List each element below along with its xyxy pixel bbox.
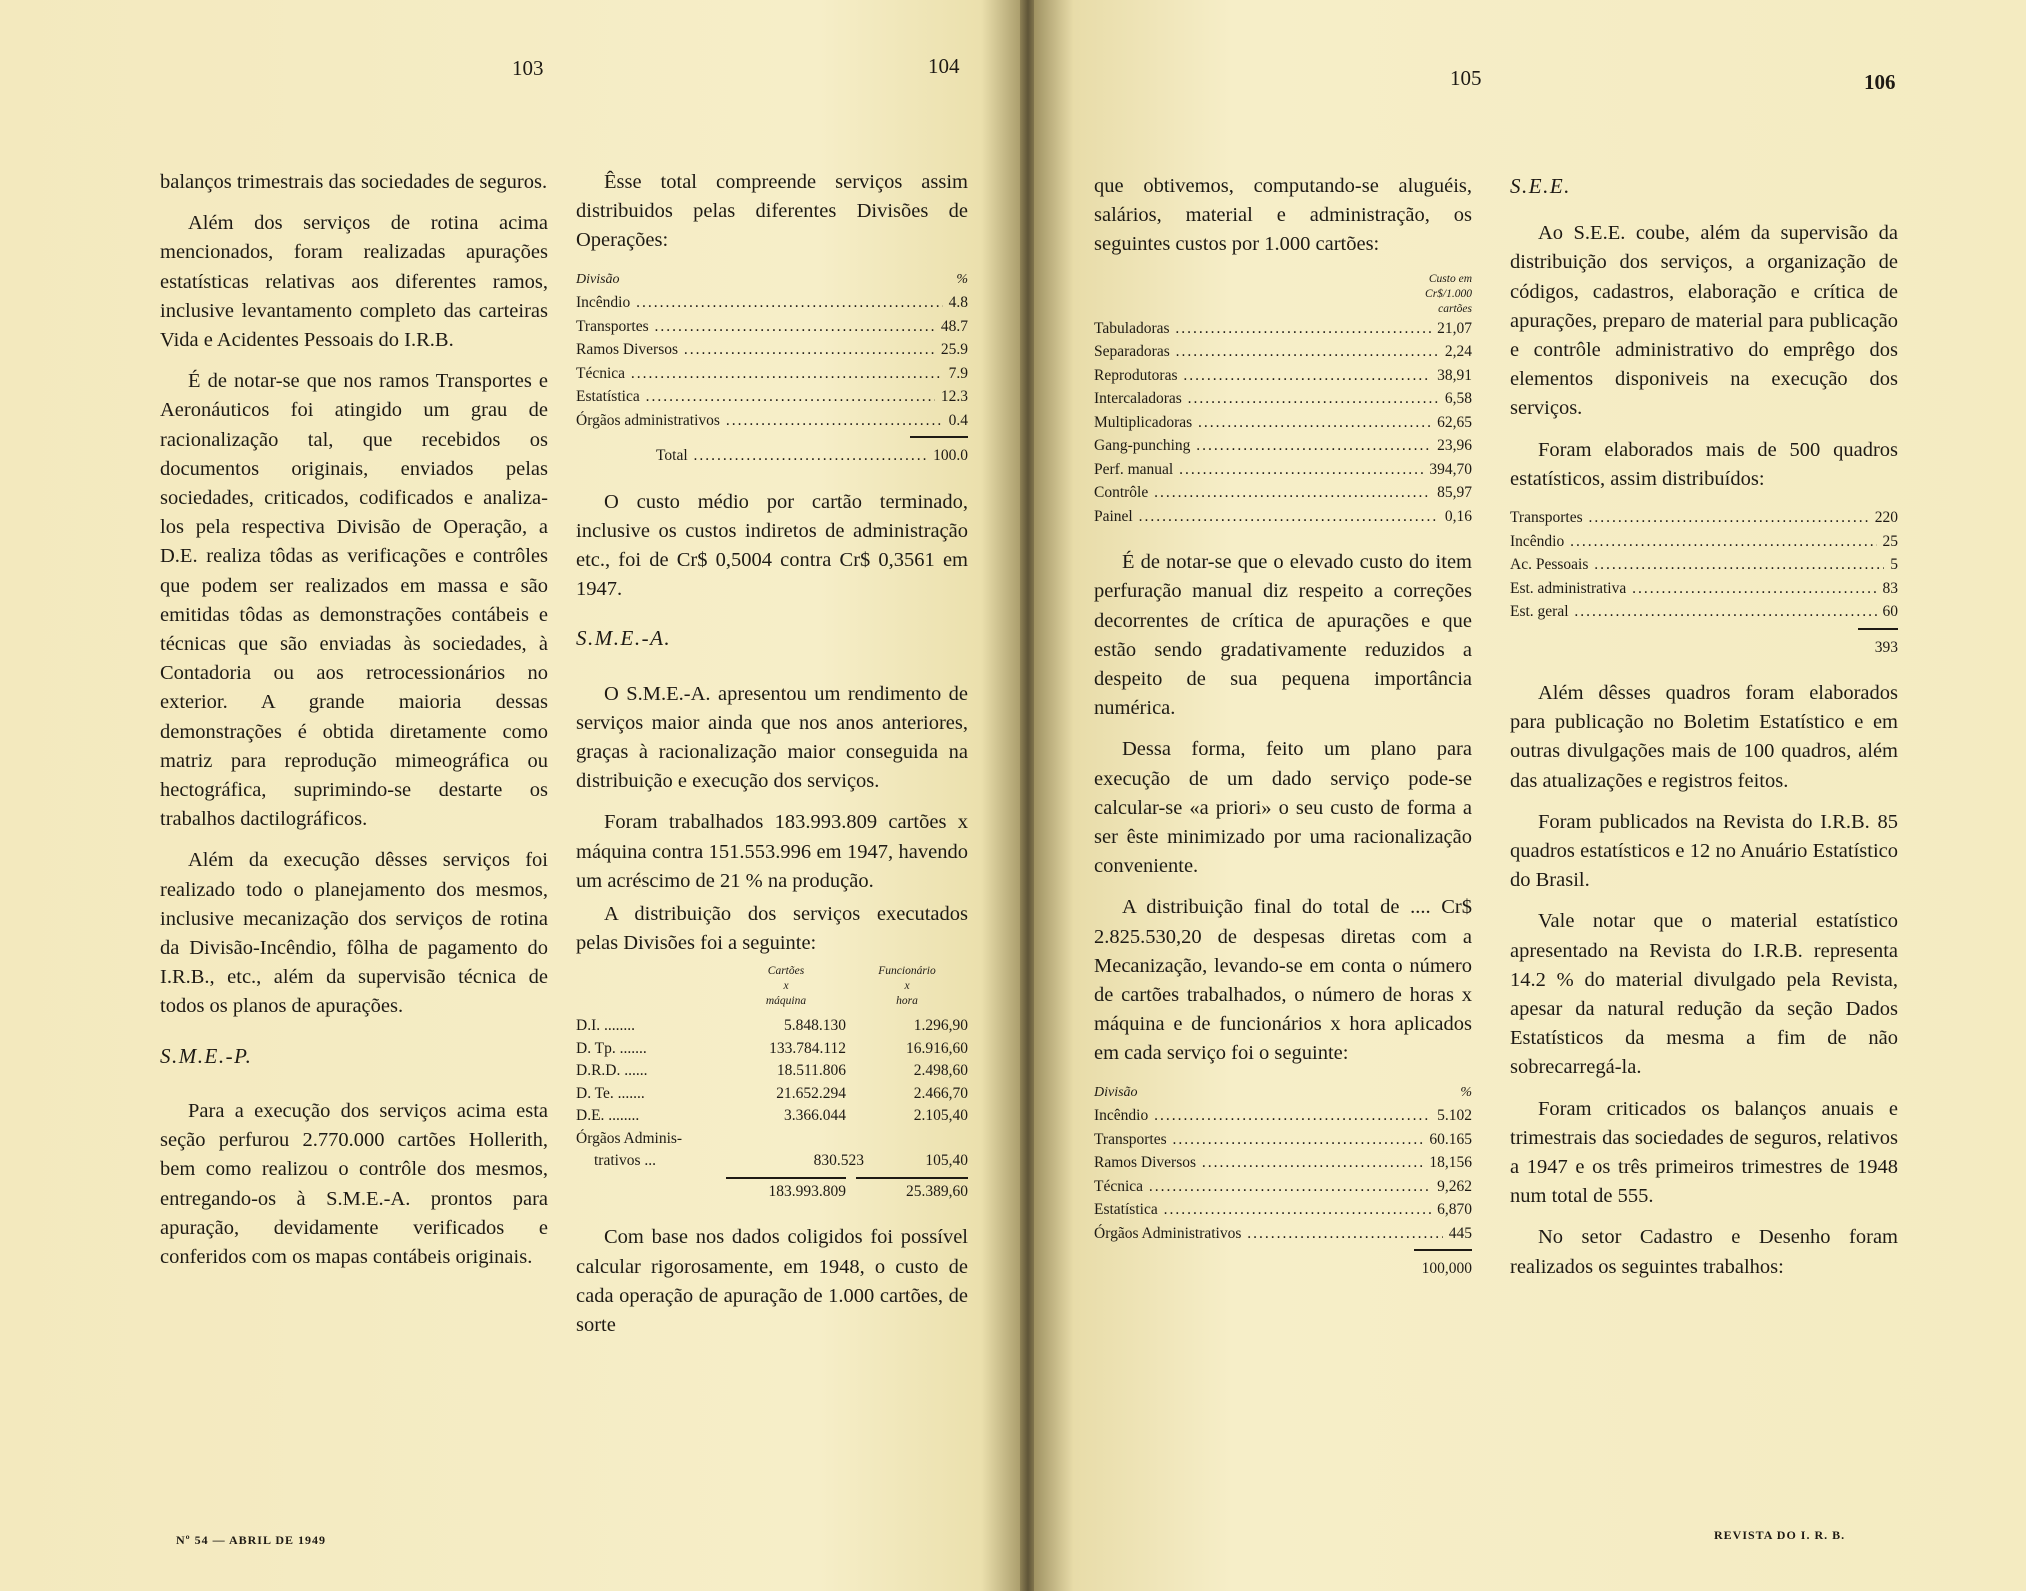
- header-cards: Cartões: [767, 965, 805, 978]
- row-cards: 830.523: [813, 1152, 864, 1170]
- row-value: 60.165: [1429, 1130, 1472, 1148]
- paragraph: Foram criticados os balanços anuais e trimestrais das sociedades de seguros, relativos a 1947 e os três primeiros trimestres de 1948 num total de 555.: [1510, 1097, 1898, 1208]
- page-number-106: 106: [1864, 70, 1896, 94]
- table-row: [576, 1038, 968, 1061]
- row-cards: 3.366.044: [784, 1107, 846, 1125]
- row-hours: 1.296,90: [913, 1017, 968, 1035]
- table-row: [1094, 434, 1472, 458]
- column-2: [576, 168, 968, 1340]
- row-label: Separadoras .....: [1094, 340, 1439, 364]
- division-services-table: [576, 964, 968, 1203]
- paragraph: Dessa forma, feito um plano para execução de um dado serviço pode-se calcular-se «a priori» o seu custo de forma a ser êste minimizado por uma racionalização conveniente.: [1094, 738, 1472, 878]
- table-total-row: [1094, 1257, 1472, 1281]
- table-row: [1094, 1222, 1472, 1246]
- paragraph: Êsse total compreende serviços assim distribuidos pelas diferentes Divisões de Operações:: [576, 171, 968, 252]
- table-row: [1094, 317, 1472, 341]
- footer-journal: REVISTA DO I. R. B.: [1714, 1528, 1846, 1542]
- row-label: Técnica .....: [1094, 1175, 1431, 1199]
- row-value: 83: [1882, 579, 1898, 597]
- paragraph: É de notar-se que nos ramos Transportes e Aeronáuticos foi atingido um grau de racionalização tal, que recebidos os documentos originais, enviados pelas sociedades, criticados, codificados e analiza-los pela respectiva Divisão de Operação, a D.E. realiza tôdas as verificações e contrôles que podem ser realizados em massa e são emitidas tôdas as demonstrações contábeis e técnicas que são enviadas às sociedades, à Contadoria ou aos retrocessionários no exterior. A grande maioria dessas demonstrações é obtida diretamente como matriz para reprodução mimeográfica ou hectográfica, suprimindo-se destarte os trabalhos dactilográficos.: [160, 370, 548, 831]
- row-label: Gang-punching .....: [1094, 434, 1431, 458]
- table-row: [1094, 505, 1472, 529]
- paragraph: Vale notar que o material estatístico apresentado na Revista do I.R.B. representa 14.2 % do material divulgado pela Revista, apesar da natural redução da seção Dados Estatísticos da mesma a fim de não sobrecarregá-la.: [1510, 910, 1898, 1079]
- row-value: 6,870: [1437, 1201, 1472, 1219]
- row-label: Est. geral .....: [1510, 600, 1877, 624]
- row-value: 0.4: [948, 411, 968, 429]
- row-hours: 105,40: [925, 1152, 968, 1170]
- row-value: 60: [1882, 603, 1898, 621]
- table-header-label: Divisão: [1094, 1084, 1138, 1100]
- row-label: Órgãos administrativos .....: [576, 409, 943, 433]
- row-label: Ramos Diversos .....: [1094, 1151, 1423, 1175]
- row-hours: 16.916,60: [906, 1039, 968, 1057]
- row-cards: 5.848.130: [784, 1017, 846, 1035]
- row-value: 21,07: [1437, 319, 1472, 337]
- table-row: [576, 362, 968, 386]
- paragraph: Além dêsses quadros foram elaborados para publicação no Boletim Estatístico e em outras divulgações mais de 100 quadros, além das atualizações e registros feitos.: [1510, 682, 1898, 792]
- row-label: Contrôle .....: [1094, 481, 1431, 505]
- paragraph: O S.M.E.-A. apresentou um rendimento de serviços maior ainda que nos anos anteriores, graças à racionalização maior conseguida na distribuição e execução dos serviços.: [576, 682, 968, 793]
- table-row: [576, 338, 968, 362]
- row-label: Ac. Pessoais .....: [1510, 553, 1884, 577]
- row-label: Estatística .....: [576, 385, 935, 409]
- table-row: [1094, 1175, 1472, 1199]
- table-row: [576, 1150, 968, 1173]
- total-value: 100.0: [933, 447, 968, 465]
- header-hour: hora: [896, 995, 918, 1008]
- row-label: Est. administrativa .....: [1510, 577, 1877, 601]
- total-hours: 25.389,60: [856, 1177, 968, 1204]
- row-cards: 18.511.806: [776, 1062, 846, 1080]
- row-label: D. Te. .......: [576, 1084, 645, 1102]
- paragraph: O custo médio por cartão terminado, inclusive os custos indiretos de administração etc., foi de Cr$ 0,5004 contra Cr$ 0,3561 em 1947.: [576, 490, 968, 601]
- row-cards: 21.652.294: [776, 1084, 846, 1102]
- paragraph: Para a execução dos serviços acima esta seção perfurou 2.770.000 cartões Hollerith, bem como realizou o contrôle dos mesmos, entregando-os à S.M.E.-A. prontos para apuração, devidamente verificados e conferidos com os mapas contábeis originais.: [160, 1099, 548, 1268]
- table-row: [1510, 506, 1898, 530]
- row-hours: 2.498,60: [913, 1062, 968, 1080]
- row-value: 38,91: [1437, 366, 1472, 384]
- row-label: Ramos Diversos .....: [576, 338, 935, 362]
- paragraph: Ao S.E.E. coube, além da supervisão da distribuição dos serviços, a organização de códigos, cadastros, elaboração e crítica de apurações, preparo de material para publicação e contrôle administrativo do emprêgo dos elementos disponiveis na execução dos serviços.: [1510, 222, 1898, 420]
- table-row: [1510, 553, 1898, 577]
- row-value: 445: [1448, 1224, 1472, 1242]
- header-line: cartões: [1438, 302, 1472, 315]
- table-row: [1094, 1198, 1472, 1222]
- quadros-table: [1510, 506, 1898, 659]
- table-row: [576, 291, 968, 315]
- row-label: Transportes .....: [1094, 1128, 1423, 1152]
- row-value: 25: [1882, 532, 1898, 550]
- row-label: Transportes .....: [1510, 506, 1869, 530]
- row-value: 0,16: [1444, 507, 1472, 525]
- table-row: [1094, 364, 1472, 388]
- table-row: [1094, 1104, 1472, 1128]
- row-label: Estatística .....: [1094, 1198, 1431, 1222]
- division-share-table: [576, 268, 968, 468]
- row-label: Transportes .....: [576, 315, 935, 339]
- row-label: Reprodutoras .....: [1094, 364, 1431, 388]
- table-header-unit: %: [956, 271, 968, 287]
- table-header: [1094, 1081, 1472, 1105]
- table-row: [1094, 340, 1472, 364]
- row-value: 394,70: [1429, 460, 1472, 478]
- column-3: [1094, 172, 1472, 1281]
- table-row: [1094, 411, 1472, 435]
- header-line: Cr$/1.000: [1425, 287, 1472, 300]
- header-x: x: [904, 980, 910, 993]
- table-row: [576, 1015, 968, 1038]
- paragraph: Foram trabalhados 183.993.809 cartões x máquina contra 151.553.996 em 1947, havendo um acréscimo de 21 % na produção.: [576, 811, 968, 892]
- row-value: 85,97: [1437, 484, 1472, 502]
- paragraph: A distribuição final do total de .... Cr$ 2.825.530,20 de despesas diretas com a Mecanização, levando-se em conta o número de cartões trabalhados, o número de horas x máquina e de funcionários x hora aplicados em cada serviço foi o seguinte:: [1094, 896, 1472, 1065]
- table-total-row: [576, 1177, 968, 1204]
- header-line: Custo em: [1428, 272, 1472, 285]
- row-label: Painel .....: [1094, 505, 1439, 529]
- table-row: [1094, 458, 1472, 482]
- table-header: [576, 964, 968, 1009]
- section-heading-see: S.E.E.: [1510, 174, 1571, 198]
- page-number-105: 105: [1450, 66, 1482, 90]
- header-x: x: [783, 980, 789, 993]
- table-row: [1510, 600, 1898, 624]
- row-value: 12.3: [940, 388, 968, 406]
- row-value: 4.8: [948, 294, 968, 312]
- header-employee: Funcionário: [878, 965, 936, 978]
- page-number-103: 103: [512, 56, 544, 80]
- paragraph: Foram publicados na Revista do I.R.B. 85 quadros estatísticos e 12 no Anuário Estatístico do Brasil.: [1510, 810, 1898, 892]
- row-label: D.E. ........: [576, 1107, 640, 1125]
- row-cards: 133.784.112: [769, 1039, 846, 1057]
- section-heading-smep: S.M.E.-P.: [160, 1043, 253, 1068]
- row-value: 7.9: [948, 364, 968, 382]
- row-label: Perf. manual .....: [1094, 458, 1423, 482]
- paragraph: A distribuição dos serviços executados pelas Divisões foi a seguinte:: [576, 903, 968, 955]
- paragraph: que obtivemos, computando-se aluguéis, salários, material e administração, os seguintes custos por 1.000 cartões:: [1094, 175, 1472, 256]
- row-label: Incêndio .....: [1094, 1104, 1431, 1128]
- cost-per-thousand-table: [1094, 272, 1472, 529]
- row-label: Multiplicadoras .....: [1094, 411, 1431, 435]
- final-distribution-table: [1094, 1081, 1472, 1281]
- table-total-row: [576, 444, 968, 468]
- paragraph: balanços trimestrais das sociedades de seguros.: [160, 171, 548, 193]
- paragraph: Com base nos dados coligidos foi possível calcular rigorosamente, em 1948, o custo de cada operação de apuração de 1.000 cartões, de sorte: [576, 1226, 968, 1337]
- row-label: trativos ...: [594, 1152, 656, 1170]
- table-row: [1510, 577, 1898, 601]
- row-value: 18,156: [1429, 1154, 1472, 1172]
- row-value: 2,24: [1444, 343, 1472, 361]
- paragraph: No setor Cadastro e Desenho foram realizados os seguintes trabalhos:: [1510, 1226, 1898, 1278]
- row-label: D. Tp. .......: [576, 1039, 647, 1057]
- row-value: 9,262: [1437, 1177, 1472, 1195]
- section-heading-smea: S.M.E.-A.: [576, 626, 672, 651]
- total-value: 393: [1874, 638, 1898, 656]
- paragraph: É de notar-se que o elevado custo do item perfuração manual diz respeito a correções decorrentes de crítica de apurações e que estão sendo gradativamente reduzidos a despeito de sua pequena importância numérica.: [1094, 551, 1472, 720]
- row-value: 25.9: [940, 341, 968, 359]
- table-header-label: Divisão: [576, 271, 620, 287]
- total-rule: [576, 432, 968, 444]
- column-4: [1510, 172, 1898, 1282]
- column-1: [160, 168, 548, 1272]
- row-label: D.I. ........: [576, 1017, 635, 1035]
- total-value: 100,000: [1421, 1260, 1472, 1278]
- table-row: [576, 1105, 968, 1128]
- table-row: [1094, 387, 1472, 411]
- table-row: [1094, 481, 1472, 505]
- row-value: 23,96: [1437, 437, 1472, 455]
- footer-issue: Nº 54 — ABRIL DE 1949: [176, 1533, 326, 1547]
- table-row: [576, 409, 968, 433]
- row-hours: 2.105,40: [913, 1107, 968, 1125]
- table-header: [1094, 272, 1472, 317]
- page-number-104: 104: [928, 54, 960, 78]
- row-label: Órgãos Administrativos .....: [1094, 1222, 1443, 1246]
- table-row: [576, 1060, 968, 1083]
- row-label: Tabuladoras .....: [1094, 317, 1431, 341]
- row-value: 6,58: [1444, 390, 1472, 408]
- table-row: [576, 1083, 968, 1106]
- row-value: 62,65: [1437, 413, 1472, 431]
- table-header-unit: %: [1460, 1084, 1472, 1100]
- total-rule: [1094, 1245, 1472, 1257]
- table-header: [576, 268, 968, 292]
- row-value: 5.102: [1437, 1107, 1472, 1125]
- header-machine: máquina: [765, 995, 807, 1008]
- row-label: Incêndio .....: [576, 291, 943, 315]
- table-total-row: [1510, 636, 1898, 660]
- table-row: [576, 385, 968, 409]
- paragraph: Além da execução dêsses serviços foi realizado todo o planejamento dos mesmos, inclusive mecanização dos serviços de rotina da Divisão-Incêndio, fôlha de pagamento do I.R.B., etc., além da supervisão técnica de todos os planos de apurações.: [160, 849, 548, 1018]
- row-hours: 2.466,70: [913, 1084, 968, 1102]
- paragraph: Além dos serviços de rotina acima mencionados, foram realizadas apurações estatísticas relativas aos diferentes ramos, inclusive levantamento completo das carteiras Vida e Acidentes Pessoais do I.R.B.: [160, 212, 548, 352]
- row-label: Intercaladoras .....: [1094, 387, 1439, 411]
- row-label: Técnica .....: [576, 362, 943, 386]
- table-row: [576, 1128, 968, 1151]
- row-label: D.R.D. ......: [576, 1062, 648, 1080]
- table-row: [1094, 1151, 1472, 1175]
- paragraph: Foram elaborados mais de 500 quadros estatísticos, assim distribuídos:: [1510, 438, 1898, 490]
- total-rule: [1510, 624, 1898, 636]
- right-page: [1034, 0, 2026, 1591]
- table-row: [576, 315, 968, 339]
- table-row: [1510, 530, 1898, 554]
- row-label: Órgãos Adminis-: [576, 1129, 683, 1147]
- row-value: 220: [1874, 509, 1898, 527]
- total-label: Total .....: [656, 444, 927, 468]
- table-row: [1094, 1128, 1472, 1152]
- row-value: 48.7: [940, 317, 968, 335]
- row-value: 5: [1890, 556, 1898, 574]
- total-cards: 183.993.809: [726, 1177, 846, 1204]
- row-label: Incêndio .....: [1510, 530, 1877, 554]
